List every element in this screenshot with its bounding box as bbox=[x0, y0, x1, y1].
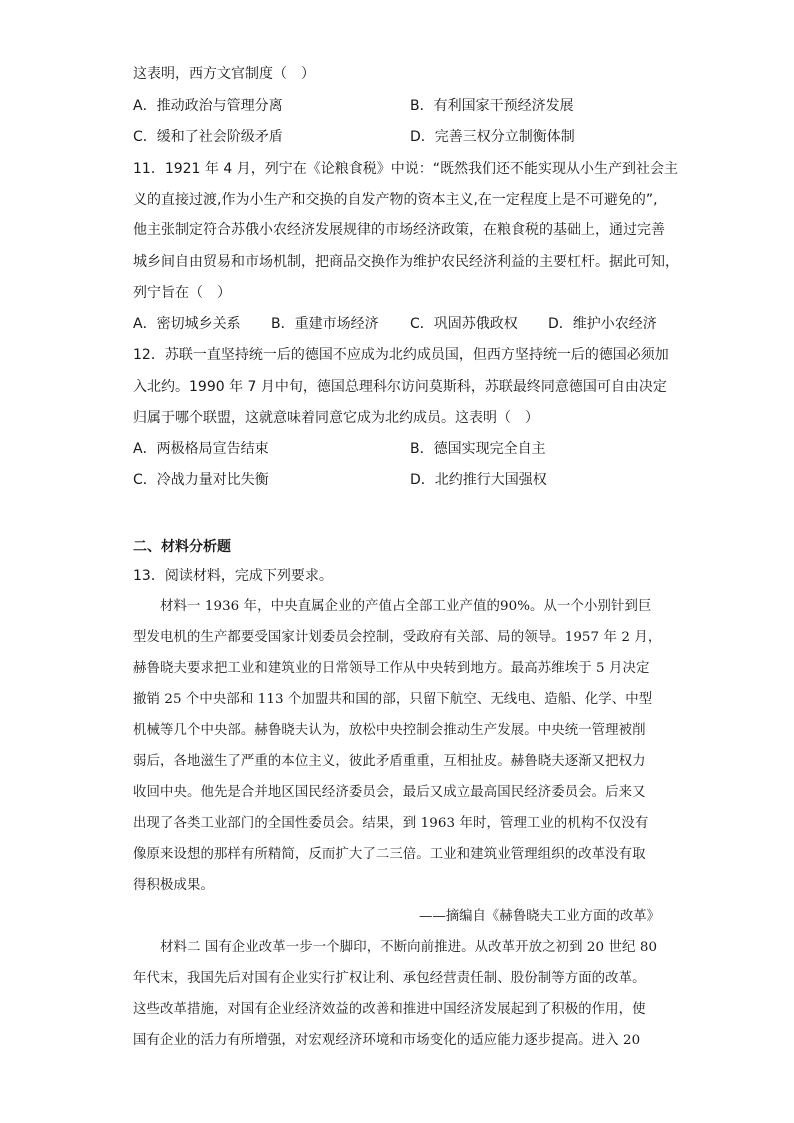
q11-option-a[interactable]: A．密切城乡关系 bbox=[133, 316, 241, 332]
q11-option-b[interactable]: B．重建市场经济 bbox=[271, 316, 379, 332]
q12-option-d[interactable]: D．北约推行大国强权 bbox=[410, 472, 547, 488]
material1-line: 像原来设想的那样有所精简，反而扩大了二三倍。工业和建筑业管理组织的改革没有取 bbox=[133, 847, 646, 862]
q10-option-b[interactable]: B．有利国家干预经济发展 bbox=[410, 98, 574, 114]
q12-line: 12．苏联一直坚持统一后的德国不应成为北约成员国，但西方坚持统一后的德国必须加 bbox=[133, 347, 669, 363]
material1-line: 弱后，各地滋生了严重的本位主义，彼此矛盾重重，互相扯皮。赫鲁晓夫逐渐又把权力 bbox=[133, 754, 646, 769]
material2-line: 材料二 国有企业改革一步一个脚印，不断向前推进。从改革开放之初到 20 世纪 80 bbox=[160, 940, 658, 955]
q10-stem-tail: 这表明，西方文官制度（ ） bbox=[133, 66, 315, 82]
q11-option-d[interactable]: D．维护小农经济 bbox=[548, 316, 657, 332]
material1-line: 机械等几个中央部。赫鲁晓夫认为，放松中央控制会推动生产发展。中央统一管理被削 bbox=[133, 723, 646, 738]
q10-option-c[interactable]: C．缓和了社会阶级矛盾 bbox=[133, 129, 283, 145]
material1-line: 得积极成果。 bbox=[133, 878, 214, 893]
material1-line: 型发电机的生产都要受国家计划委员会控制，受政府有关部、局的领导。1957 年 2 月， bbox=[133, 630, 662, 645]
material2-line: 国有企业的活力有所增强，对宏观经济环境和市场变化的适应能力逐步提高。进入 20 bbox=[133, 1033, 641, 1048]
material2-line: 这些改革措施，对国有企业经济效益的改善和推进中国经济发展起到了积极的作用，使 bbox=[133, 1002, 646, 1017]
section-heading: 二、材料分析题 bbox=[133, 539, 231, 555]
material2-line: 年代末，我国先后对国有企业实行扩权让利、承包经营责任制、股份制等方面的改革。 bbox=[133, 971, 646, 986]
material1-line: 撤销 25 个中央部和 113 个加盟共和国的部，只留下航空、无线电、造船、化学、中型 bbox=[133, 692, 653, 707]
q11-option-c[interactable]: C．巩固苏俄政权 bbox=[410, 316, 518, 332]
q10-option-d[interactable]: D．完善三权分立制衡体制 bbox=[410, 129, 575, 145]
material1-source: ——摘编自《赫鲁晓夫工业方面的改革》 bbox=[418, 909, 660, 924]
q11-line: 城乡间自由贸易和市场机制，把商品交换作为维护农民经济利益的主要杠杆。据此可知， bbox=[133, 254, 679, 270]
q13-intro: 13．阅读材料，完成下列要求。 bbox=[133, 568, 333, 584]
material1-line: 赫鲁晓夫要求把工业和建筑业的日常领导工作从中央转到地方。最高苏维埃于 5 月决定 bbox=[133, 661, 650, 676]
material1-line: 收回中央。他先是合并地区国民经济委员会，最后又成立最高国民经济委员会。后来又 bbox=[133, 785, 646, 800]
material1-line: 出现了各类工业部门的全国性委员会。结果，到 1963 年时，管理工业的机构不仅没有 bbox=[133, 816, 649, 831]
q12-option-a[interactable]: A．两极格局宣告结束 bbox=[133, 441, 269, 457]
q11-line: 11．1921 年 4 月，列宁在《论粮食税》中说：“既然我们还不能实现从小生产到社会主 bbox=[133, 161, 678, 177]
q12-option-c[interactable]: C．冷战力量对比失衡 bbox=[133, 472, 269, 488]
q10-option-a[interactable]: A．推动政治与管理分离 bbox=[133, 98, 283, 114]
q11-line: 义的直接过渡,作为小生产和交换的自发产物的资本主义,在一定程度上是不可避免的”, bbox=[133, 192, 658, 208]
q12-line: 归属于哪个联盟，这就意味着同意它成为北约成员。这表明（ ） bbox=[133, 410, 539, 426]
q11-line: 列宁旨在（ ） bbox=[133, 285, 231, 301]
q12-option-b[interactable]: B．德国实现完全自主 bbox=[410, 441, 546, 457]
q12-line: 入北约。1990 年 7 月中旬，德国总理科尔访问莫斯科，苏联最终同意德国可自由决定 bbox=[133, 379, 667, 395]
q11-line: 他主张制定符合苏俄小农经济发展规律的市场经济政策，在粮食税的基础上，通过完善 bbox=[133, 222, 665, 238]
material1-line: 材料一 1936 年，中央直属企业的产值占全部工业产值的90%。从一个小别针到巨 bbox=[160, 599, 652, 614]
